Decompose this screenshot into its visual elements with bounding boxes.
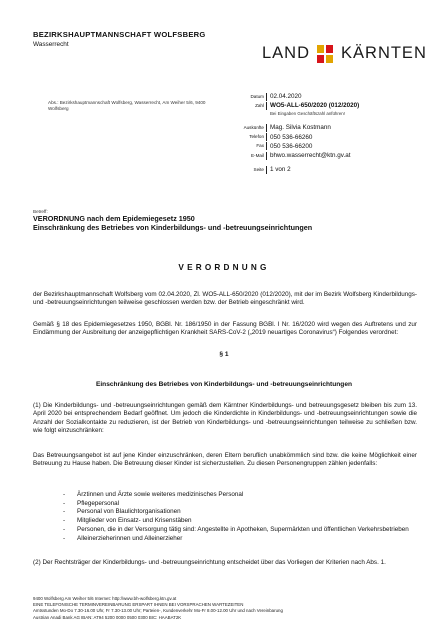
department-name: Wasserrecht [33, 41, 69, 48]
list-item: - Pflegepersonal [63, 499, 120, 507]
list-item: - Ärztinnen und Ärzte sowie weiteres medizinisches Personal [63, 491, 244, 498]
authority-block [33, 30, 206, 48]
meta-label: Zahl [240, 102, 267, 110]
logo-word-right: KÄRNTEN [341, 44, 427, 62]
logo-mark-icon [317, 45, 333, 63]
subject-block [33, 209, 312, 232]
page-footer [33, 596, 283, 621]
authority-name: BEZIRKSHAUPTMANNSCHAFT WOLFSBERG [33, 30, 206, 39]
meta-label: E-Mail [240, 152, 267, 160]
list-item: - Mitglieder von Einsatz- und Krisenstäben [63, 517, 192, 525]
meta-value: 02.04.2020 [270, 93, 302, 101]
paragraph-intro: der Bezirkshauptmannschaft Wolfsberg vom 02.04.2020, Zl. WO5-ALL-650/2020 (012/2020), mit der im Bezirk Wolfsberg Kinderbildungs- und -betreuungseinrichtungen teilweise geschlossen werden bzw. der Betrieb eingeschränkt wird. [33, 291, 417, 307]
meta-value: 1 von 2 [270, 166, 291, 174]
land-kaernten-logo [262, 44, 427, 63]
list-item: - Personal von Blaulichtorganisationen [63, 508, 181, 516]
meta-value: 050 536-66200 [270, 142, 313, 150]
section-title: Einschränkung des Betriebes von Kinderbildungs- und -betreuungseinrichtungen [95, 381, 353, 388]
meta-value: 050 536-66260 [270, 133, 313, 141]
meta-row-page [240, 165, 359, 174]
email-link[interactable]: bhwo.wasserrecht@ktn.gv.at [270, 152, 351, 160]
footer-bank-details: Austrian Anadi Bank AG IBAN: AT94 5200 0000 0500 0300 BIC: HAABAT2K [33, 614, 182, 620]
list-item: - Personen, die in der Versorgung tätig sind: Angestellte in Apotheken, Supermärkten und öffentlichen Verkehrsbetrieben [63, 525, 409, 533]
subject-line-2: Einschränkung des Betriebes von Kinderbildungs- und -betreuungseinrichtungen [33, 223, 313, 233]
meta-row-date [240, 92, 359, 101]
footer-appointment-note: EINE TELEFONISCHE TERMINVEREINBARUNG ERSPART IHNEN BEI VORSPRACHEN WARTEZEITEN [33, 602, 244, 608]
document-title: VERORDNUNG [178, 263, 270, 272]
meta-row-contact [240, 123, 359, 132]
meta-row-fax [240, 142, 359, 151]
list-item: - Alleinerzieherinnen und Alleinerzieher [63, 534, 183, 542]
meta-label: Datum [240, 93, 267, 101]
meta-row-phone [240, 133, 359, 142]
paragraph-legal-basis: Gemäß § 18 des Epidemiegesetzes 1950, BGBl. Nr. 186/1950 in der Fassung BGBl. I Nr. 16/2020 wird wegen des Auftretens und zur Eindämmung der Ausbreitung der anzeigepflichtigen Krankheit SARS-CoV-2 („2019 neuartiges Coronavirus“) Folgendes verordnet: [33, 321, 417, 337]
meta-label: Auskünfte [240, 124, 267, 132]
reference-block [240, 92, 359, 174]
subject-label: Betreff: [33, 209, 48, 214]
meta-label: Seite [240, 166, 267, 174]
subject-line-1: VERORDNUNG nach dem Epidemiegesetz 1950 [33, 214, 195, 223]
sender-address-line: Abs.: Bezirkshauptmannschaft Wolfsberg, Wasserrecht, Am Weiher 5/6, 9400 Wolfsberg [48, 100, 206, 112]
meta-row-email [240, 151, 359, 160]
meta-label: Fax [240, 142, 267, 150]
meta-row-reference [240, 101, 359, 110]
footer-address: 9400 Wolfsberg Am Weiher 5/6 Internet: http://www.bh-wolfsberg.ktn.gv.at [33, 596, 177, 601]
paragraph-2: (2) Der Rechtsträger der Kinderbildungs- und -betreuungseinrichtung entscheidet über das Vorliegen der Kriterien nach Abs. 1. [33, 559, 386, 566]
footer-office-hours: Amtsstunden Mo-Do 7.30-16.00 Uhr, Fr 7.30-13.00 Uhr; Parteien-, Kundenverkehr Mo-Fr 8.00-12.00 Uhr und nach Vereinbarung [33, 608, 283, 614]
meta-value: WO5-ALL-650/2020 (012/2020) [270, 102, 360, 110]
reference-note: Bei Eingaben Geschäftszahl anführen! [270, 111, 345, 117]
paragraph-care-scope: Das Betreuungsangebot ist auf jene Kinder einzuschränken, deren Eltern beruflich unabkömmlich sind bzw. die keine Möglichkeit einer Betreuung zu Hause haben. Die Betreuung dieser Kinder ist sicherzustellen. Zu diesen Personengruppen zählen jedenfalls: [33, 452, 417, 468]
personnel-group-list [63, 491, 415, 543]
paragraph-1: (1) Die Kinderbildungs- und -betreuungseinrichtungen gemäß dem Kärntner Kinderbildungs- und betreuungsgesetz bleiben bis zum 13. April 2020 bei entsprechendem Bedarf geöffnet. Um jedoch die Kinderdichte in Kinderbildungs- und -betreuungseinrichtungen sowie die Anzahl der Sozialkontakte zu reduzieren, ist der Betrieb von Kinderbildungs- und -betreuungseinrichtungen teilweise zu schließen bzw. wie folgt einzuschränken: [33, 402, 417, 435]
logo-word-left: LAND [262, 44, 311, 62]
meta-value: Mag. Silvia Kostmann [270, 124, 331, 132]
meta-label: Telefon [240, 133, 267, 141]
section-number: § 1 [219, 351, 229, 358]
